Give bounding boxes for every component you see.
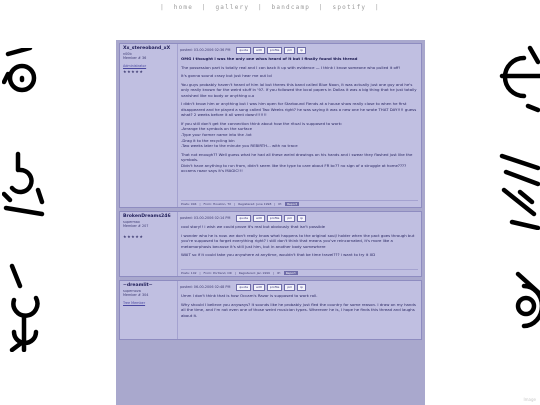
- post-author-panel: [120, 44, 178, 207]
- post-user-stars: ★★★★★: [123, 234, 144, 240]
- post-paragraph: If you still don't get the connection think about how the ritual is supposed to work: -Arrange the symbols on the surface -Type your former name into the .txt -Drag it to the recycling bin -Two weeks later to the minute you REBIRTH... with no trace: [181, 120, 343, 149]
- post-paragraph: You guys probably haven't heard of him lol but theres this band called Blue Noon, it was actually just one guy and he's only really known for the weird stuff in '97. If you followed the local papers in Dallas it was a big thing that he just totally vanished like no body or anything o.o: [181, 81, 417, 98]
- post-footer: Posts: 994 | From: Houston, TX | Registered: June 1998 | IP: Report: [181, 200, 418, 206]
- post-author-panel: [120, 212, 178, 276]
- pm-button[interactable]: pm: [284, 284, 295, 291]
- report-button[interactable]: Report: [285, 270, 296, 275]
- forum-post: [119, 280, 422, 340]
- post-header: [180, 46, 419, 54]
- report-button[interactable]: Report: [287, 201, 298, 206]
- watermark-text: Image: [523, 397, 536, 402]
- nav-spotify[interactable]: spotify: [332, 4, 367, 11]
- ip-button[interactable]: ip: [297, 215, 306, 222]
- post-member-number: Member # 36: [123, 55, 147, 60]
- post-author-panel: [120, 281, 178, 339]
- post-user-rank: supernova: [123, 288, 141, 293]
- post-paragraph: i wonder who he is now. we don't really know what happens to the original soul/ holder when the pact goes through but you're supposed to forget everything right? i still don't think that means you've reincarnated, it's more like a metamorphosis because it's still just him, but in another body somewhere: [181, 232, 415, 249]
- post-username[interactable]: BrokenDreams246: [123, 214, 171, 219]
- post-body: [181, 56, 418, 177]
- nav-home[interactable]: home: [173, 4, 194, 11]
- edit-button[interactable]: edit: [253, 47, 265, 54]
- post-date: posted: 06-00-2006 02:48 PM: [180, 285, 231, 289]
- nav-bandcamp[interactable]: bandcamp: [271, 4, 311, 11]
- profile-button[interactable]: profile: [267, 47, 282, 54]
- post-paragraph: The possession part is totally real and I can back it up with evidence — I think i know someone who pulled it off!: [181, 64, 401, 70]
- post-member-number: Member # 304: [123, 292, 149, 297]
- quote-button[interactable]: quote: [236, 215, 251, 222]
- post-username[interactable]: Xx_stereoband_xX: [123, 46, 171, 51]
- symbol-right-mid-icon: [498, 150, 540, 230]
- ip-button[interactable]: ip: [297, 284, 306, 291]
- symbol-left-bottom-icon: [2, 262, 42, 352]
- post-paragraph: It's gonna sound crazy but just hear me out lol: [181, 73, 272, 79]
- post-paragraph: I didn't know him or anything but I was him open for Starbound Fiends at a house show really close to when he first disappeared and he played a song called Two Weeks right? he was saying it was a new one he wrote THAT DAY!!!! guess what? 2 weeks before it all went down!!!!!!!: [181, 101, 417, 118]
- post-header: [180, 283, 419, 291]
- post-date: posted: 03-00-2006 02:36 PM: [180, 48, 231, 52]
- profile-button[interactable]: profile: [267, 284, 282, 291]
- pm-button[interactable]: pm: [284, 215, 295, 222]
- post-member-number: Member # 207: [123, 223, 149, 228]
- post-user-title: Administrator: [123, 64, 147, 69]
- symbol-right-top-icon: [498, 44, 540, 114]
- top-navigation: | home | gallery | bandcamp | spotify |: [160, 4, 380, 11]
- quote-button[interactable]: quote: [236, 47, 251, 54]
- post-paragraph: Why should I believe you anyways? It sounds like he probably just fled the country for some reason. I draw on my hands all the time, and I'm not even one of those weird musician types. Wherever he is, I hope he finds this thread and laughs about it.: [181, 301, 416, 318]
- post-header: [180, 214, 419, 222]
- post-user-rank: n00b: [123, 51, 132, 56]
- post-body: [181, 224, 418, 261]
- edit-button[interactable]: edit: [253, 215, 265, 222]
- post-footer: Posts: 102 | From: Portland, OR | Registered: Jan 1999 | IP: Report: [181, 269, 418, 275]
- post-body: [181, 293, 418, 321]
- forum-post: [119, 211, 422, 277]
- symbol-left-top-icon: [2, 48, 42, 108]
- edit-button[interactable]: edit: [253, 284, 265, 291]
- quote-button[interactable]: quote: [236, 284, 251, 291]
- symbol-right-bottom-icon: [498, 268, 540, 348]
- forum-thread: [116, 40, 425, 405]
- post-paragraph: OMG I thought i was the only one whos heard of it but I finally found this thread: [181, 56, 358, 61]
- post-paragraph: That not enough?? Well guess what he had all these weird drawings on his hands and i swear they flashed just like the symbols. Didn't have anything to run from, didn't seem like the type to care about FR bc?? no sign of a struggle at home???? occams razor says it's MAGIC!!!: [181, 151, 413, 174]
- post-username[interactable]: ~dreamlit~: [123, 283, 153, 288]
- post-user-stars: ★★★★★: [123, 69, 144, 75]
- nav-gallery[interactable]: gallery: [215, 4, 250, 11]
- profile-button[interactable]: profile: [267, 215, 282, 222]
- pm-button[interactable]: pm: [284, 47, 295, 54]
- ip-button[interactable]: ip: [297, 47, 306, 54]
- symbol-left-mid-icon: [2, 150, 46, 220]
- forum-post: [119, 43, 422, 208]
- post-user-rank: supermax: [123, 219, 140, 224]
- post-paragraph: Umm I don't think that is how Occam's Razor is supposed to work roll.: [181, 293, 318, 298]
- post-date: posted: 03-00-2006 02:14 PM: [180, 216, 231, 220]
- post-user-title: Tree Member: [123, 301, 146, 306]
- post-paragraph: WAIT so if it could take you anywhere at anytime, wouldn't that be time travel??? i want to try it XD: [181, 252, 376, 258]
- post-paragraph: cool story!! i wish we could prove it's real but obviously that isn't possible: [181, 224, 326, 229]
